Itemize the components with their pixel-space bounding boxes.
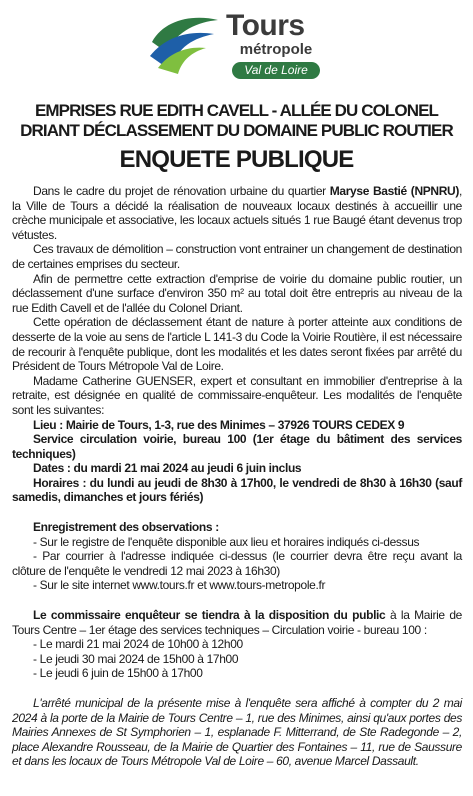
paragraph-context: Dans le cadre du projet de rénovation urbaine du quartier Maryse Bastié (NPNRU), la Ville de Tours a décidé la réalisation de nouveaux locaux destinés à accueillir une crèche municipale et associative, les locaux actuels situés 1 rue Baugé étant devenus trop vétustes. <box>12 184 462 242</box>
list-item: - Le mardi 21 mai 2024 de 10h00 à 12h00 <box>33 637 243 652</box>
notice-body <box>12 184 462 769</box>
list-item: - Sur le site internet www.tours.fr et www.tours-metropole.fr <box>33 578 326 593</box>
logo-brand: Tours <box>226 9 305 42</box>
paragraph-commissaire: Madame Catherine GUENSER, expert et consultant en immobilier d'entreprise à la retraite, est désignée en qualité de commissaire-enquêteur. Les modalités de l'enquête sont les suivantes: <box>12 373 462 417</box>
logo-swoosh-icon <box>148 12 222 76</box>
logo-pill: Val de Loire <box>232 62 320 79</box>
service: Service circulation voirie, bureau 100 (1er étage du bâtiment des services techniques) <box>12 432 462 461</box>
list-item: - Par courrier à l'adresse indiquée ci-dessus (le courrier devra être reçu avant la clôture de l'enquête le vendredi 12 mai 2023 à 16h30) <box>12 549 462 578</box>
permanences-intro: Le commissaire enquêteur se tiendra à la disposition du public à la Mairie de Tours Centre – 1er étage des services techniques – Circulation voirie - bureau 100 : <box>12 608 462 637</box>
horaires: Horaires : du lundi au jeudi de 8h30 à 17h00, le vendredi de 8h30 à 16h30 (sauf samedis, dimanches et jours fériés) <box>12 475 462 505</box>
logo-subtitle: métropole <box>239 41 313 58</box>
paragraph-arrete: L'arrêté municipal de la présente mise à l'enquête sera affiché à compter du 2 mai 2024 à la porte de la Mairie de Tours Centre – 1, rue des Minimes, ainsi qu'aux portes des Mairies Annexes de St Symphorien – 1, esplanade F. Mitterrand, de Ste Radegonde – 2, place Alexandre Rousseau, de la Mairie de Quartier des Fontaines – 11, rue de Saussure et dans les locaux de Tours Métropole Val de Loire – 60, avenue Marcel Dassault. <box>12 696 462 769</box>
observations-heading: Enregistrement des observations : <box>33 520 219 535</box>
observations-list <box>12 535 462 593</box>
title-line-2: DRIANT DÉCLASSEMENT DU DOMAINE PUBLIC ROUTIER <box>20 121 453 140</box>
title-line-1: EMPRISES RUE EDITH CAVELL - ALLÉE DU COLONEL <box>34 101 439 120</box>
title-main: ENQUETE PUBLIQUE <box>119 146 354 173</box>
tours-metropole-logo <box>148 8 328 86</box>
quartier-name: Maryse Bastié (NPNRU) <box>329 184 460 198</box>
paragraph-enquete: Cette opération de déclassement étant de nature à porter atteinte aux conditions de desserte de la voie au sens de l'article L 141-3 du Code la Voirie Routière, il est nécessaire de recourir à l'enquête publique, dont les modalités et les dates seront fixées par arrêté du Président de Tours Métropole Val de Loire. <box>12 315 462 374</box>
list-item: - Sur le registre de l'enquête disponible aux lieu et horaires indiqués ci-dessus <box>33 534 420 549</box>
dates: Dates : du mardi 21 mai 2024 au jeudi 6 juin inclus <box>33 461 302 476</box>
paragraph-declassement: Afin de permettre cette extraction d'emprise de voirie du domaine public routier, un déclassement d'une surface d'environ 350 m² au total doit être entrepris au niveau de la rue Edith Cavell et de l'allée du Colonel Driant. <box>12 271 462 315</box>
lieu: Lieu : Mairie de Tours, 1-3, rue des Minimes – 37926 TOURS CEDEX 9 <box>33 417 405 432</box>
list-item: - Le jeudi 6 juin de 15h00 à 17h00 <box>33 666 203 681</box>
paragraph-travaux: Ces travaux de démolition – construction vont entrainer un changement de destination de certaines emprises du secteur. <box>12 242 462 271</box>
permanences-list <box>12 637 462 681</box>
list-item: - Le jeudi 30 mai 2024 de 15h00 à 17h00 <box>33 651 239 666</box>
